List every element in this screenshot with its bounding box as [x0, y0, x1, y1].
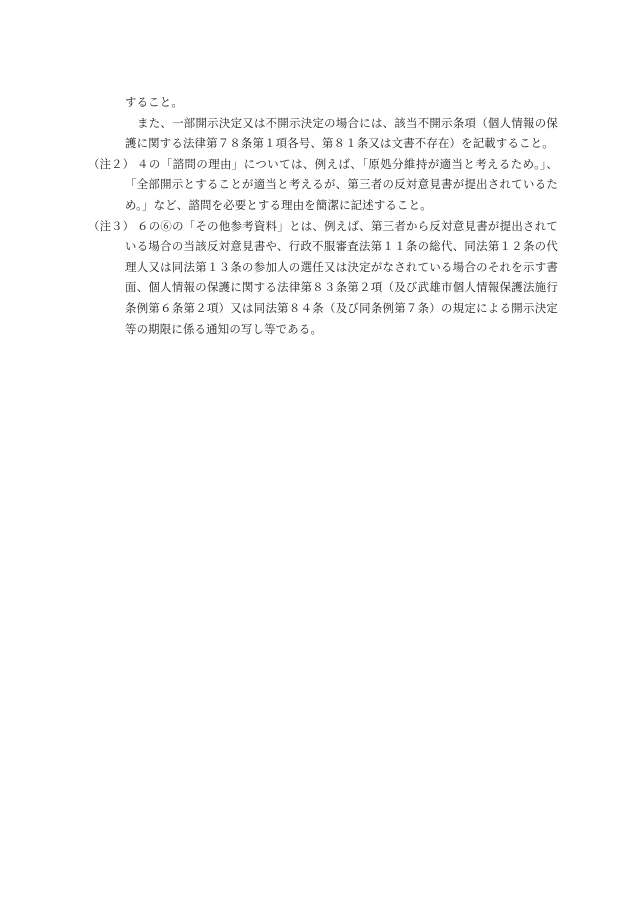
continuation-text: すること。	[125, 95, 183, 109]
disclosure-paragraph: また、一部開示決定又は不開示決定の場合には、該当不開示条項（個人情報の保護に関する法律第７８条第１項各号、第８１条又は文書不存在）を記載すること。	[125, 115, 558, 151]
note-2	[88, 154, 558, 216]
note-3-text: ６の⑥の「その他参考資料」とは、例えば、第三者から反対意見書が提出されている場合の当該反対意見書や、行政不服審査法第１１条の総代、同法第１２条の代理人又は同法第１３条の参加人の選任又は決定がなされている場合のそれを示す書面、個人情報の保護に関する法律第８３条第２項（及び武雄市個人情報保護法施行条例第６条第２項）又は同法第８４条（及び同条例第７条）の規定による開示決定等の期限に係る通知の写し等である。	[125, 218, 558, 336]
document-body	[88, 92, 558, 339]
note-2-text: ４の「諮問の理由」については、例えば、「原処分維持が適当と考えるため。」、「全部開示とすることが適当と考えるが、第三者の反対意見書が提出されているため。」など、諮問を必要とする理由を簡潔に記述すること。	[125, 156, 558, 212]
note-3	[88, 216, 558, 340]
note-3-label: （注３）	[88, 218, 135, 233]
note-2-label: （注２）	[88, 156, 135, 171]
